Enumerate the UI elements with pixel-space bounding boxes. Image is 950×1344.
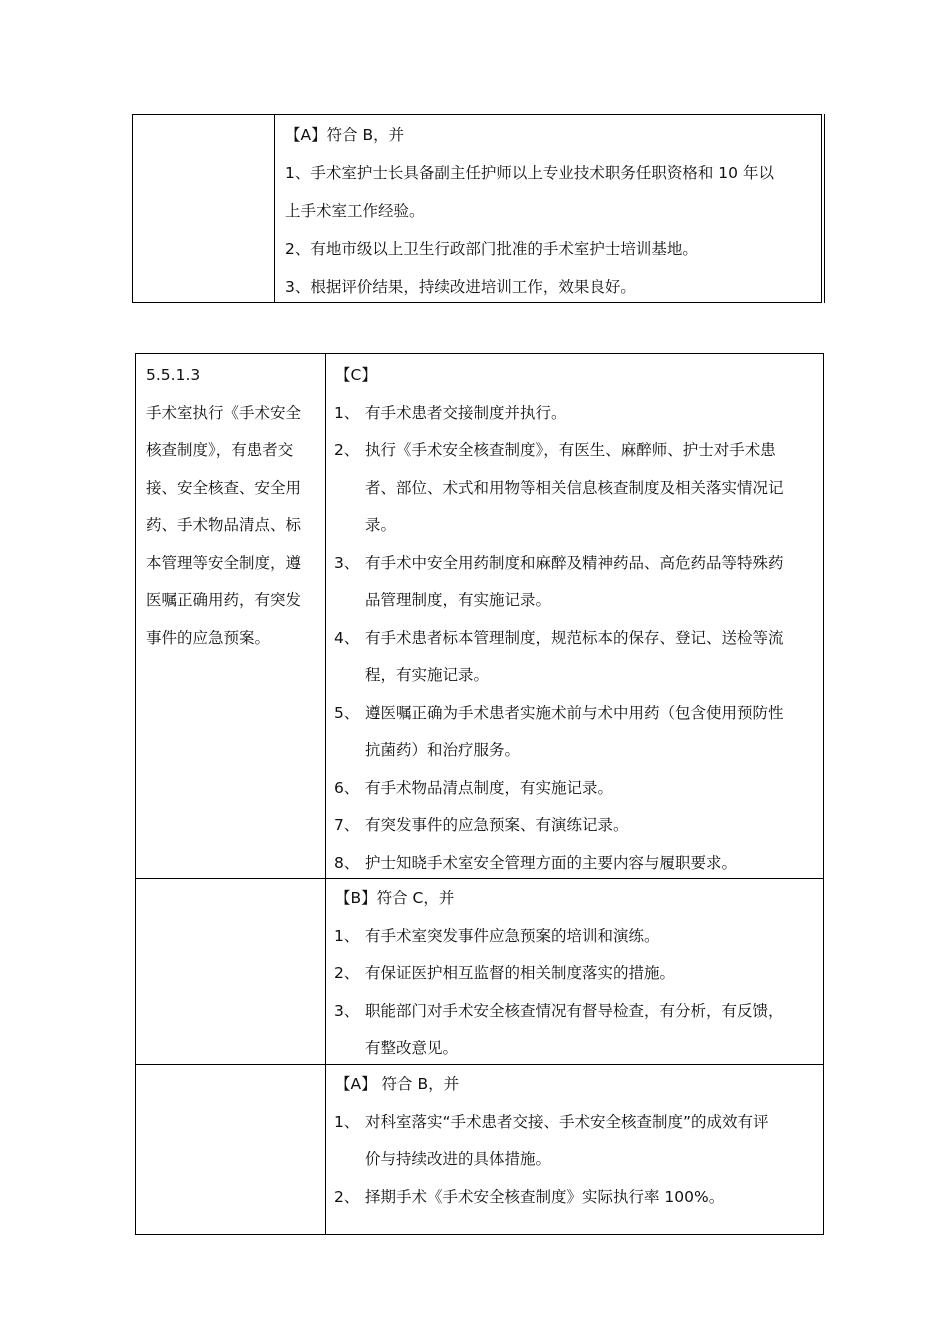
grade-c-item-line: 录。 bbox=[365, 516, 397, 534]
standard-description-line: 事件的应急预案。 bbox=[146, 628, 271, 647]
standard-description-line: 医嘱正确用药，有突发 bbox=[146, 591, 302, 609]
standard-code: 5.5.1.3 bbox=[146, 366, 201, 384]
grade-c-item-line: 护士知晓手术室安全管理方面的主要内容与履职要求。 bbox=[365, 853, 738, 872]
standard-description-line: 药、手术物品清点、标 bbox=[146, 516, 302, 534]
row-divider bbox=[136, 878, 823, 879]
standard-description-line: 接、安全核查、安全用 bbox=[146, 478, 302, 497]
grade-c-item-line: 有突发事件的应急预案、有演练记录。 bbox=[365, 816, 629, 834]
criterion-line: 上手术室工作经验。 bbox=[285, 202, 425, 220]
grade-c-item-number: 5、 bbox=[334, 703, 360, 722]
criterion-line: 2、有地市级以上卫生行政部门批准的手术室护士培训基地。 bbox=[285, 240, 698, 258]
table-double-border bbox=[824, 114, 825, 303]
standard-description-line: 核查制度》，有患者交 bbox=[146, 441, 294, 459]
grade-b-item-number: 3、 bbox=[334, 1001, 360, 1020]
criterion-line: 3、根据评价结果，持续改进培训工作，效果良好。 bbox=[285, 278, 636, 296]
grade-c-item-line: 品管理制度，有实施记录。 bbox=[365, 591, 552, 609]
grade-b-item-number: 1、 bbox=[334, 926, 360, 945]
grade-b-item-number: 2、 bbox=[334, 964, 360, 982]
grade-c-item-number: 3、 bbox=[334, 553, 360, 572]
grade-c-header: 【C】 bbox=[335, 366, 377, 384]
criterion-line: 1、手术室护士长具备副主任护师以上专业技术职务任职资格和 10 年以 bbox=[285, 164, 774, 182]
grade-c-item-number: 7、 bbox=[334, 816, 360, 834]
grade-a-item-number: 1、 bbox=[334, 1112, 360, 1131]
grade-c-item-line: 有手术物品清点制度，有实施记录。 bbox=[365, 778, 614, 797]
grade-c-item-number: 6、 bbox=[334, 778, 360, 797]
grade-a-item-line: 价与持续改进的具体措施。 bbox=[365, 1150, 552, 1168]
criteria-table-a-continued bbox=[132, 114, 822, 303]
grade-c-item-number: 4、 bbox=[334, 628, 360, 647]
grade-c-item-line: 遵医嘱正确为手术患者实施术前与术中用药（包含使用预防性 bbox=[365, 703, 784, 722]
grade-a-header: 【A】 符合 B，并 bbox=[335, 1075, 460, 1093]
grade-c-item-line: 有手术患者标本管理制度，规范标本的保存、登记、送检等流 bbox=[365, 628, 784, 647]
column-divider bbox=[274, 115, 275, 302]
grade-c-item-number: 2、 bbox=[334, 441, 360, 459]
standard-description-line: 手术室执行《手术安全 bbox=[146, 403, 302, 422]
grade-c-item-number: 1、 bbox=[334, 403, 360, 422]
grade-b-item-line: 有保证医护相互监督的相关制度落实的措施。 bbox=[365, 964, 676, 982]
grade-a-item-line: 择期手术《手术安全核查制度》实际执行率 100%。 bbox=[365, 1187, 725, 1206]
criteria-table-5-5-1-3 bbox=[135, 353, 824, 1235]
grade-c-item-line: 抗菌药）和治疗服务。 bbox=[365, 741, 521, 759]
grade-b-item-line: 有手术室突发事件应急预案的培训和演练。 bbox=[365, 926, 660, 945]
grade-b-header: 【B】符合 C，并 bbox=[335, 889, 455, 907]
grade-c-item-line: 有手术中安全用药制度和麻醉及精神药品、高危药品等特殊药 bbox=[365, 553, 784, 572]
grade-c-item-line: 有手术患者交接制度并执行。 bbox=[365, 403, 567, 422]
column-divider bbox=[325, 354, 326, 1234]
row-divider bbox=[136, 1064, 823, 1065]
standard-description-line: 本管理等安全制度，遵 bbox=[146, 553, 302, 572]
grade-a-item-number: 2、 bbox=[334, 1187, 360, 1206]
grade-a-header: 【A】符合 B，并 bbox=[285, 126, 405, 144]
grade-c-item-line: 执行《手术安全核查制度》，有医生、麻醉师、护士对手术患 bbox=[365, 441, 776, 459]
grade-c-item-line: 程，有实施记录。 bbox=[365, 666, 490, 684]
grade-c-item-number: 8、 bbox=[334, 853, 360, 872]
grade-b-item-line: 有整改意见。 bbox=[365, 1039, 459, 1057]
grade-b-item-line: 职能部门对手术安全核查情况有督导检查，有分析，有反馈， bbox=[365, 1001, 784, 1020]
grade-a-item-line: 对科室落实“手术患者交接、手术安全核查制度”的成效有评 bbox=[365, 1112, 769, 1131]
grade-c-item-line: 者、部位、术式和用物等相关信息核查制度及相关落实情况记 bbox=[365, 478, 784, 497]
